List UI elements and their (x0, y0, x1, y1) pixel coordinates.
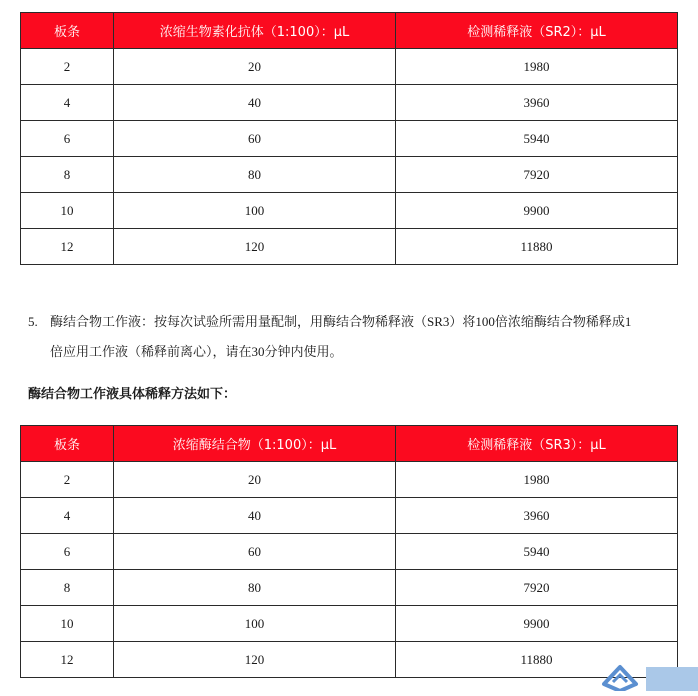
step-text-line-1: 酶结合物工作液：按每次试验所需用量配制，用酶结合物稀释液（SR3）将100倍浓缩酶结合物稀释成1 (50, 314, 632, 329)
table-cell: 12 (21, 642, 114, 678)
table-cell: 6 (21, 534, 114, 570)
table-row (21, 157, 678, 193)
table-cell: 1980 (396, 49, 678, 85)
watermark-bar (646, 667, 698, 691)
table-header-row (21, 426, 678, 462)
table-cell: 20 (114, 462, 396, 498)
table-cell: 60 (114, 121, 396, 157)
table-cell: 100 (114, 193, 396, 229)
step-5-paragraph (28, 307, 688, 367)
table-row (21, 49, 678, 85)
table-header-row (21, 13, 678, 49)
table-cell: 40 (114, 498, 396, 534)
table-cell: 40 (114, 85, 396, 121)
table-cell: 10 (21, 193, 114, 229)
table-row (21, 570, 678, 606)
table-cell: 9900 (396, 606, 678, 642)
table-cell: 3960 (396, 498, 678, 534)
table-cell: 11880 (396, 642, 678, 678)
table-cell: 5940 (396, 121, 678, 157)
table-row (21, 534, 678, 570)
table-cell: 1980 (396, 462, 678, 498)
table-cell: 2 (21, 462, 114, 498)
table-cell: 4 (21, 85, 114, 121)
header-cell: 浓缩酶结合物（1:100）：μL (114, 426, 396, 462)
strip-dilution-table-enzyme (20, 425, 678, 678)
table-cell: 7920 (396, 157, 678, 193)
table-cell: 11880 (396, 229, 678, 265)
table-row (21, 85, 678, 121)
table-cell: 2 (21, 49, 114, 85)
diamond-logo-icon (598, 664, 642, 691)
table-cell: 60 (114, 534, 396, 570)
table-cell: 8 (21, 570, 114, 606)
section-heading: 酶结合物工作液具体稀释方法如下： (28, 386, 237, 401)
table-cell: 10 (21, 606, 114, 642)
table-cell: 5940 (396, 534, 678, 570)
table-cell: 20 (114, 49, 396, 85)
table-row (21, 606, 678, 642)
table-cell: 4 (21, 498, 114, 534)
table-cell: 100 (114, 606, 396, 642)
table-cell: 80 (114, 157, 396, 193)
header-cell: 板条 (21, 426, 114, 462)
table-cell: 120 (114, 229, 396, 265)
step-number: 5. (28, 314, 38, 329)
header-cell: 检测稀释液（SR3）：μL (396, 426, 678, 462)
table-row (21, 193, 678, 229)
step-text-line-2: 倍应用工作液（稀释前离心），请在30分钟内使用。 (50, 344, 343, 359)
header-cell: 板条 (21, 13, 114, 49)
table-cell: 7920 (396, 570, 678, 606)
header-cell: 检测稀释液（SR2）：μL (396, 13, 678, 49)
table-cell: 80 (114, 570, 396, 606)
table-cell: 6 (21, 121, 114, 157)
table-cell: 3960 (396, 85, 678, 121)
table-row (21, 229, 678, 265)
table-cell: 8 (21, 157, 114, 193)
table-cell: 9900 (396, 193, 678, 229)
header-cell: 浓缩生物素化抗体（1:100）：μL (114, 13, 396, 49)
table-cell: 12 (21, 229, 114, 265)
table-cell: 120 (114, 642, 396, 678)
table-row (21, 498, 678, 534)
table-row (21, 462, 678, 498)
strip-dilution-table-antibody (20, 12, 678, 265)
table-row (21, 642, 678, 678)
table-row (21, 121, 678, 157)
